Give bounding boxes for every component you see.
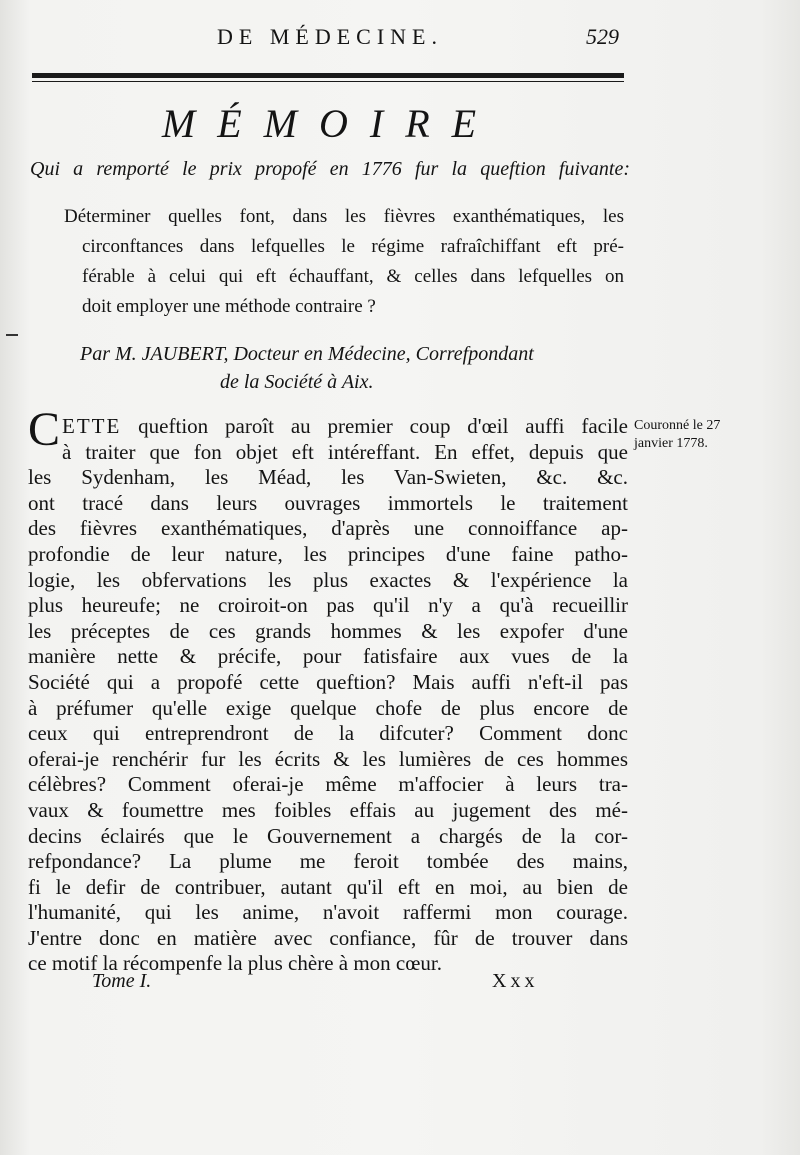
prize-question	[64, 202, 624, 322]
body-line-text: queftion paroît au premier coup d'œil auffi facile	[138, 414, 628, 438]
body-line: célèbres? Comment oferai-je même m'affocier à leurs tra-	[28, 772, 628, 797]
body-line: vaux & foumettre mes foibles effais au jugement des mé-	[28, 797, 628, 822]
body-paragraph	[28, 403, 628, 977]
body-line: ce motif la récompenfe la plus chère à mon cœur.	[28, 951, 442, 976]
author-line-2: de la Société à Aix.	[220, 371, 374, 393]
margin-note-line-2: janvier 1778.	[634, 436, 708, 451]
header-rule-thick	[32, 73, 624, 78]
body-line: profondie de leur nature, les principes d'une faine patho-	[28, 541, 628, 566]
question-line: doit employer une méthode contraire ?	[82, 296, 376, 317]
drop-cap: C	[28, 403, 61, 456]
question-line: férable à celui qui eft échauffant, & celles dans lefquelles on	[82, 266, 624, 287]
body-line: à préfumer qu'elle exige quelque chofe de plus encore de	[28, 695, 628, 720]
body-line: ont tracé dans leurs ouvrages immortels le traitement	[28, 490, 628, 515]
body-line: à traiter que fon objet eft intéreffant. En effet, depuis que	[62, 439, 628, 464]
margin-dash	[6, 334, 18, 336]
first-word-rest: ETTE	[62, 414, 122, 438]
body-line: des fièvres exanthématiques, d'après une connoiffance ap-	[28, 516, 628, 541]
header-rule-thin	[32, 81, 624, 82]
body-line: logie, les obfervations les plus exactes & l'expérience la	[28, 567, 628, 592]
author-line-1: Par M. JAUBERT, Docteur en Médecine, Correfpondant	[80, 343, 534, 365]
author-byline	[80, 340, 610, 396]
body-line: J'entre donc en matière avec confiance, fûr de trouver dans	[28, 925, 628, 950]
body-line: oferai-je renchérir fur les écrits & les lumières de ces hommes	[28, 746, 628, 771]
memoir-title: MÉMOIRE	[161, 101, 499, 146]
signature-mark: Xxx	[492, 970, 539, 992]
body-line: les Sydenham, les Méad, les Van-Swieten, &c. &c.	[28, 465, 628, 490]
body-line: plus heureufe; ne croiroit-on pas qu'il n'y a qu'à recueillir	[28, 593, 628, 618]
margin-note-line-1: Couronné le 27	[634, 418, 721, 433]
margin-note	[634, 417, 784, 453]
memoir-subtitle: Qui a remporté le prix propofé en 1776 fur la queftion fuivante:	[30, 158, 630, 180]
body-line: ceux qui entreprendront de la difcuter? Comment donc	[28, 721, 628, 746]
body-line: Société qui a propofé cette queftion? Mais auffi n'eft-il pas	[28, 669, 628, 694]
page-number: 529	[586, 24, 619, 49]
question-line: circonftances dans lefquelles le régime rafraîchiffant eft pré-	[82, 236, 624, 257]
body-line: fi le defir de contribuer, autant qu'il eft en moi, au bien de	[28, 874, 628, 899]
volume-label: Tome I.	[92, 970, 152, 992]
body-line: les préceptes de ces grands hommes & les expofer d'une	[28, 618, 628, 643]
body-line: l'humanité, qui les anime, n'avoit raffermi mon courage.	[28, 900, 628, 925]
running-head: DE MÉDECINE.	[217, 24, 443, 49]
body-line: refpondance? La plume me feroit tombée des mains,	[28, 849, 628, 874]
question-line: Déterminer quelles font, dans les fièvres exanthématiques, les	[64, 206, 624, 227]
body-line: manière nette & précife, pour fatisfaire aux vues de la	[28, 644, 628, 669]
body-line: decins éclairés que le Gouvernement a chargés de la cor-	[28, 823, 628, 848]
